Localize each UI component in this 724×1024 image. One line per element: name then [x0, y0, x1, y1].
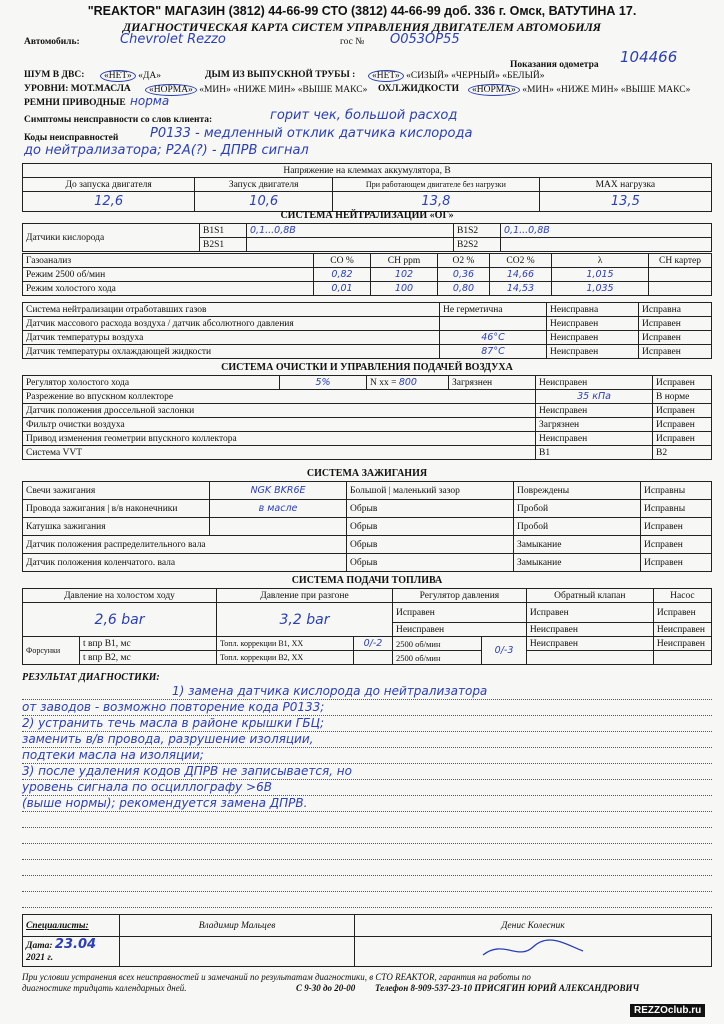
air-ok: Исправен: [653, 432, 712, 446]
fuel-faulty: Неисправен: [526, 623, 653, 637]
ign-open: Обрыв: [347, 554, 514, 572]
fuel-faulty: Неисправен: [653, 637, 711, 651]
levels-label: УРОВНИ: МОТ.МАСЛА: [24, 84, 131, 94]
ign-open: Обрыв: [347, 500, 514, 518]
cat-row-label: Датчик температуры охлаждающей жидкости: [23, 345, 440, 359]
spec1: Владимир Мальцев: [120, 915, 355, 937]
fuel-header: Обратный клапан: [526, 589, 653, 603]
gas-table: [22, 253, 712, 296]
codes-label: Коды неисправностей: [24, 133, 119, 143]
o2-sensor-table: [22, 223, 712, 252]
date-label: Дата:: [26, 941, 53, 951]
cat-row-c: Исправен: [639, 331, 712, 345]
fuel-faulty: Неисправен: [392, 623, 526, 637]
result-line: подтеки масла на изоляции;: [22, 748, 712, 764]
fuel-header: Давление при разгоне: [217, 589, 393, 603]
ign-damaged: Повреждены: [514, 482, 641, 500]
note-line-1: При условии устранения всех неисправностей и замечаний по результатам диагностики, в СТО REAKTOR, гарантия на работы по: [22, 972, 531, 982]
ign-short: Замыкание: [514, 536, 641, 554]
cat-row-c: Исправен: [639, 317, 712, 331]
gas-co: 0,82: [314, 268, 371, 282]
ign-ok: Исправен: [641, 518, 712, 536]
air-row-label: Разрежение во впускном коллекторе: [23, 390, 536, 404]
noise-no: «НЕТ» «ДА»: [100, 70, 161, 82]
gas-header: CH ppm: [371, 254, 438, 268]
fuel-header: Регулятор давления: [392, 589, 526, 603]
fuel-faulty: Неисправен: [526, 637, 653, 651]
cat-row-label: Датчик температуры воздуха: [23, 331, 440, 345]
hours: С 9-30 до 20-00: [296, 983, 356, 993]
ign-ok: Исправны: [641, 482, 712, 500]
tb1-label: t впр B1, мс: [80, 637, 217, 651]
catalyst-title: СИСТЕМА НЕЙТРАЛИЗАЦИИ «ОГ»: [280, 210, 454, 221]
air-title: СИСТЕМА ОЧИСТКИ И УПРАВЛЕНИЯ ПОДАЧЕЙ ВОЗДУХА: [221, 362, 513, 373]
air-normal: В норме: [653, 390, 712, 404]
cat-row-a: [440, 317, 547, 331]
signature-table: [22, 914, 712, 967]
card-title: ДИАГНОСТИЧЕСКАЯ КАРТА СИСТЕМ УПРАВЛЕНИЯ ДВИГАТЕЛЕМ АВТОМОБИЛЯ: [122, 20, 602, 34]
gas-row-label: Режим холостого хода: [23, 282, 314, 296]
cat-row-a: 87°C: [440, 345, 547, 359]
shop-header: "REAKTOR" МАГАЗИН (3812) 44-66-99 СТО (3812) 44-66-99 доб. 336 г. Омск, ВАТУТИНА 17.: [87, 4, 637, 18]
idle-pct: 5%: [280, 376, 367, 390]
fuel-header: Насос: [653, 589, 711, 603]
b1s2-value: 0,1...0,8В: [501, 224, 712, 238]
battery-header: Запуск двигателя: [195, 178, 333, 192]
air-ok: Исправен: [653, 418, 712, 432]
ign-row-label: Катушка зажигания: [23, 518, 210, 536]
plate-label: гос №: [340, 37, 365, 47]
cat-row-c: Исправен: [639, 345, 712, 359]
air-dirty: Загрязнен: [449, 376, 536, 390]
corr2-label: Топл. коррекции B2, XX: [217, 651, 354, 665]
result-line: 3) после удаления кодов ДПРВ не записывается, но: [22, 764, 712, 780]
battery-value: 13,8: [333, 192, 540, 212]
fuel-table: [22, 588, 712, 665]
air-faulty: Неисправен: [536, 376, 653, 390]
gas-o2: 0,36: [438, 268, 490, 282]
gas-header: Газоанализ: [23, 254, 314, 268]
gas-ch: 100: [371, 282, 438, 296]
specialists-label: Специалисты:: [23, 915, 120, 937]
date-value: 23.04: [54, 937, 97, 952]
ign-breakdown: Пробой: [514, 500, 641, 518]
cat-row-b: Неисправен: [547, 317, 639, 331]
air-table: [22, 375, 712, 460]
complaint-label: Симптомы неисправности со слов клиента:: [24, 115, 213, 125]
idle-pressure: 2,6 bar: [23, 603, 217, 637]
phone: Телефон 8-909-537-23-10 ПРИСЯГИН ЮРИЙ АЛЕКСАНДРОВИЧ: [375, 983, 640, 993]
rpm2-label: 2500 об/мин: [392, 651, 481, 665]
result-lines: [22, 684, 712, 908]
result-line: от заводов - возможно повторение кода Р0133;: [22, 700, 712, 716]
smoke-options: «НЕТ» «СИЗЫЙ» «ЧЕРНЫЙ» «БЕЛЫЙ»: [368, 70, 544, 82]
air-row-label: Регулятор холостого хода: [23, 376, 280, 390]
cat-row-b: Неисправен: [547, 345, 639, 359]
cat-row-c: Исправна: [639, 303, 712, 317]
ign-breakdown: Пробой: [514, 518, 641, 536]
gas-header: λ: [552, 254, 649, 268]
vacuum-value: 35 кПа: [536, 390, 653, 404]
cat-row-label: Система нейтрализации отработавших газов: [23, 303, 440, 317]
accel-pressure: 3,2 bar: [217, 603, 393, 637]
ign-ok: Исправен: [641, 536, 712, 554]
air-row-label: Фильтр очистки воздуха: [23, 418, 536, 432]
ign-open: Обрыв: [347, 518, 514, 536]
plate-value: О053ОР55: [390, 32, 460, 47]
codes-value-2: до нейтрализатора; Р2A(?) - ДПРВ сигнал: [24, 143, 309, 158]
spec2: Денис Колесник: [355, 915, 712, 937]
oil-options: «НОРМА» «МИН» «НИЖЕ МИН» «ВЫШЕ МАКС»: [145, 84, 367, 96]
rpm1-label: 2500 об/мин: [392, 637, 481, 651]
ign-open: Обрыв: [347, 536, 514, 554]
rpm-value: 0/-3: [482, 637, 527, 665]
vvt-b2: B2: [653, 446, 712, 460]
fuel-faulty: Неисправен: [653, 623, 711, 637]
noise-label: ШУМ В ДВС:: [24, 70, 85, 80]
ign-ok: Исправны: [641, 500, 712, 518]
gas-co: 0,01: [314, 282, 371, 296]
b1s2-label: B1S2: [454, 224, 501, 238]
nxx-label: N хх =: [370, 378, 397, 388]
ign-row-label: Свечи зажигания: [23, 482, 210, 500]
gas-header: CH картер: [649, 254, 712, 268]
battery-value: 13,5: [539, 192, 711, 212]
gas-lambda: 1,015: [552, 268, 649, 282]
air-ok: Исправен: [653, 404, 712, 418]
gas-row-label: Режим 2500 об/мин: [23, 268, 314, 282]
gap-label: Большой | маленький зазор: [347, 482, 514, 500]
ignition-table: [22, 481, 712, 572]
fuel-header: Давление на холостом ходу: [23, 589, 217, 603]
battery-header: До запуска двигателя: [23, 178, 195, 192]
year: 2021 г.: [26, 953, 54, 963]
gas-header: O2 %: [438, 254, 490, 268]
gas-co2: 14,53: [490, 282, 552, 296]
odometer-label: Показания одометра: [510, 60, 599, 70]
ignition-title: СИСТЕМА ЗАЖИГАНИЯ: [306, 468, 428, 479]
coolant-options: «НОРМА» «МИН» «НИЖЕ МИН» «ВЫШЕ МАКС»: [468, 84, 690, 96]
injectors-label: Форсунки: [23, 637, 80, 665]
air-row-label: Датчик положения дроссельной заслонки: [23, 404, 536, 418]
smoke-label: ДЫМ ИЗ ВЫПУСКНОЙ ТРУБЫ :: [205, 70, 356, 80]
ign-short: Замыкание: [514, 554, 641, 572]
result-label: РЕЗУЛЬТАТ ДИАГНОСТИКИ:: [22, 672, 160, 683]
battery-header: При работающем двигателе без нагрузки: [333, 178, 540, 192]
fuel-ok: Исправен: [392, 603, 526, 623]
corr1-label: Топл. коррекции B1, XX: [217, 637, 354, 651]
result-line: 1) замена датчика кислорода до нейтрализатора: [22, 684, 712, 700]
battery-value: 12,6: [23, 192, 195, 212]
ign-ok: Исправен: [641, 554, 712, 572]
air-faulty: Неисправен: [536, 432, 653, 446]
auto-value: Chevrolet Rezzo: [120, 32, 226, 47]
codes-value: Р0133 - медленный отклик датчика кислорода: [150, 126, 473, 141]
fuel-ok: Исправен: [526, 603, 653, 623]
tb2-label: t впр B2, мс: [80, 651, 217, 665]
plugs-value: NGK BKR6E: [210, 482, 347, 500]
cat-row-label: Датчик массового расхода воздуха / датчик абсолютного давления: [23, 317, 440, 331]
cat-row-b: Неисправна: [547, 303, 639, 317]
belts-label: РЕМНИ ПРИВОДНЫЕ: [24, 98, 126, 108]
cat-row-b: Неисправен: [547, 331, 639, 345]
gas-ch: 102: [371, 268, 438, 282]
air-faulty: Неисправен: [536, 404, 653, 418]
air-row-label: Привод изменения геометрии впускного коллектора: [23, 432, 536, 446]
gas-o2: 0,80: [438, 282, 490, 296]
air-row-label: Система VVT: [23, 446, 536, 460]
battery-table: [22, 163, 712, 212]
result-line: 2) устранить течь масла в районе крышки ГБЦ;: [22, 716, 712, 732]
battery-title: Напряжение на клеммах аккумулятора, В: [23, 164, 712, 178]
nxx-value: 800: [398, 377, 417, 388]
gas-header: CO %: [314, 254, 371, 268]
ign-row-label: Датчик положения коленчатого. вала: [23, 554, 347, 572]
coolant-label: ОХЛ.ЖИДКОСТИ: [378, 84, 460, 94]
complaint-value: горит чек, большой расход: [270, 108, 458, 123]
corr1-value: 0/-2: [353, 637, 392, 651]
ign-row-label: Датчик положения распределительного вала: [23, 536, 347, 554]
b2s2-label: B2S2: [454, 238, 501, 252]
watermark: REZZOclub.ru: [630, 1004, 705, 1017]
result-line: уровень сигнала по осциллографу >6В: [22, 780, 712, 796]
auto-label: Автомобиль:: [24, 37, 80, 47]
result-line: (выше нормы); рекомендуется замена ДПРВ.: [22, 796, 712, 812]
signature: [473, 937, 593, 963]
wires-value: в масле: [210, 500, 347, 518]
result-line: заменить в/в провода, разрушение изоляции,: [22, 732, 712, 748]
cat-row-a: Не герметична: [440, 303, 547, 317]
b1s1-label: B1S1: [200, 224, 247, 238]
b1s1-value: 0,1...0,8В: [247, 224, 454, 238]
fuel-title: СИСТЕМА ПОДАЧИ ТОПЛИВА: [291, 575, 443, 586]
air-dirty: Загрязнен: [536, 418, 653, 432]
note-line-2: диагностике тридцать календарных дней.: [22, 983, 187, 993]
ign-row-label: Провода зажигания | в/в наконечники: [23, 500, 210, 518]
odometer-value: 104466: [620, 48, 678, 66]
vvt-b1: B1: [536, 446, 653, 460]
battery-header: MAX нагрузка: [539, 178, 711, 192]
battery-value: 10,6: [195, 192, 333, 212]
gas-co2: 14,66: [490, 268, 552, 282]
gas-lambda: 1,035: [552, 282, 649, 296]
cat-row-a: 46°C: [440, 331, 547, 345]
catalyst-rows: [22, 302, 712, 359]
b2s1-label: B2S1: [200, 238, 247, 252]
gas-header: CO2 %: [490, 254, 552, 268]
air-ok: Исправен: [653, 376, 712, 390]
fuel-ok: Исправен: [653, 603, 711, 623]
belts-value: норма: [130, 94, 170, 108]
o2-label: Датчики кислорода: [23, 224, 200, 252]
